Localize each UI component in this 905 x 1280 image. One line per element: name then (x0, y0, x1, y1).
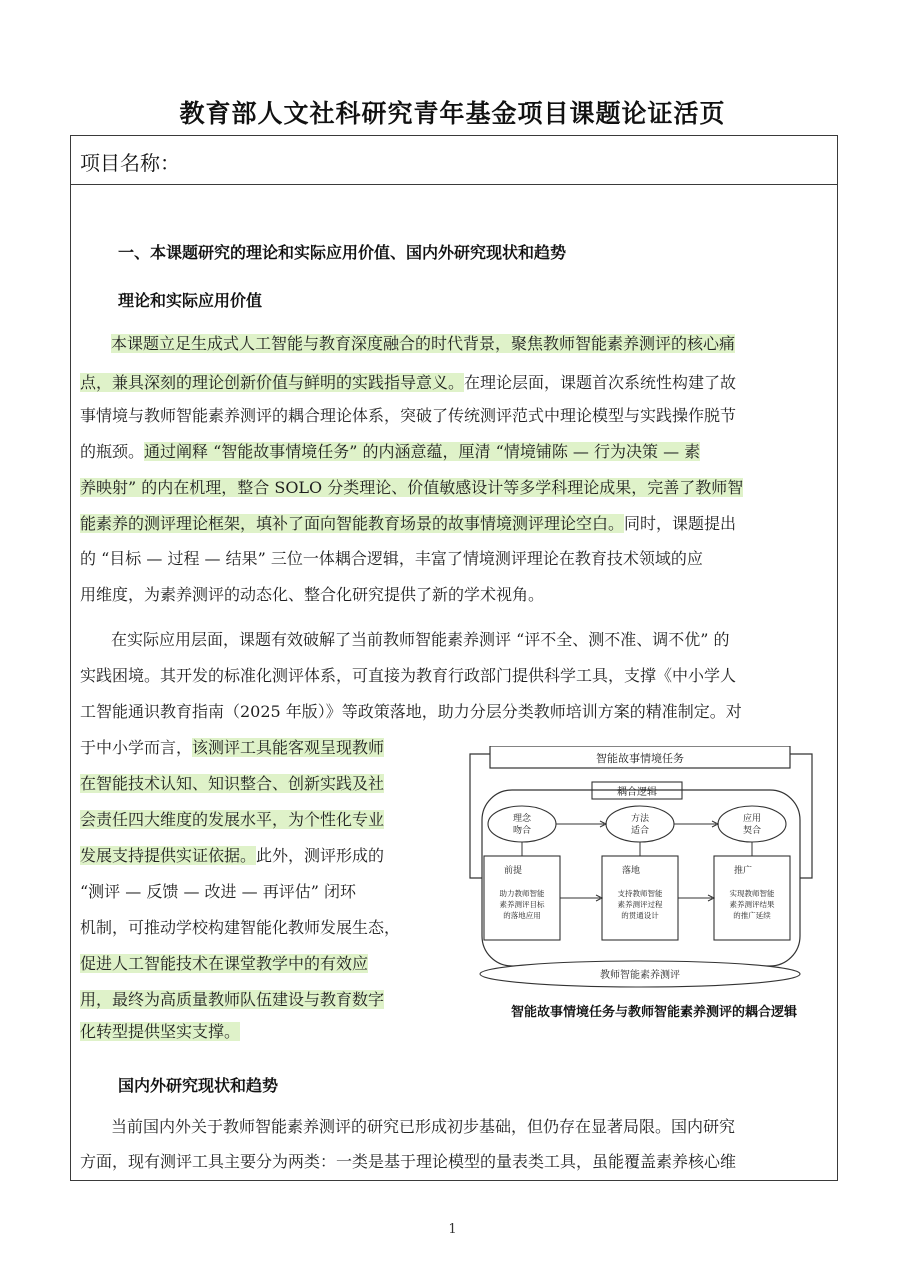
subheading-value: 理论和实际应用价值 (118, 291, 263, 310)
text-line: 的 “目标 — 过程 — 结果” 三位一体耦合逻辑，丰富了情境测评理论在教育技术领域的应 (80, 549, 703, 568)
text-line: 实践困境。其开发的标准化测评体系，可直接为教育行政部门提供科学工具，支撑《中小学人 (80, 666, 737, 685)
text-line: 的瓶颈。通过阐释 “智能故事情境任务” 的内涵意蕴，厘清 “情境铺陈 — 行为决策 — 素 (80, 442, 701, 461)
svg-text:方法: 方法 (630, 814, 650, 824)
box-premise (484, 856, 560, 940)
svg-text:吻合: 吻合 (512, 826, 532, 836)
text-line: 养映射” 的内在机理，整合 SOLO 分类理论、价值敏感设计等多学科理论成果，完善了教师智 (80, 478, 744, 497)
text-line: 能素养的测评理论框架，填补了面向智能教育场景的故事情境测评理论空白。同时，课题提出 (80, 514, 737, 533)
text-line: 会责任四大维度的发展水平，为个性化专业 (80, 810, 385, 829)
svg-text:支持教师智能: 支持教师智能 (617, 889, 663, 898)
svg-text:素养测评目标: 素养测评目标 (499, 900, 545, 909)
top-box (490, 746, 790, 768)
svg-text:落地: 落地 (622, 866, 641, 876)
text-line: 工智能通识教育指南（2025 年版）》等政策落地，助力分层分类教师培训方案的精准制定。对 (80, 702, 742, 721)
svg-text:智能故事情境任务: 智能故事情境任务 (596, 752, 684, 765)
svg-text:适合: 适合 (630, 826, 650, 836)
svg-text:理念: 理念 (512, 814, 532, 824)
box-landing (602, 856, 678, 940)
document-title: 教育部人文社科研究青年基金项目课题论证活页 (179, 99, 726, 128)
text-line: 在智能技术认知、知识整合、创新实践及社 (80, 774, 385, 793)
text-line: 当前国内外关于教师智能素养测评的研究已形成初步基础，但仍存在显著局限。国内研究 (111, 1117, 736, 1136)
text-line: 机制，可推动学校构建智能化教师发展生态， (80, 918, 401, 937)
svg-text:的推广延续: 的推广延续 (733, 911, 771, 920)
box-promotion (714, 856, 790, 940)
svg-text:素养测评过程: 素养测评过程 (617, 900, 663, 909)
diagram-caption: 智能故事情境任务与教师智能素养测评的耦合逻辑 (510, 1005, 797, 1020)
text-line: 于中小学而言，该测评工具能客观呈现教师 (80, 738, 385, 757)
down-arrows (522, 842, 752, 856)
text-line: 促进人工智能技术在课堂教学中的有效应 (80, 954, 369, 973)
svg-text:前提: 前提 (504, 866, 523, 876)
text-line: 用维度，为素养测评的动态化、整合化研究提供了新的学术视角。 (80, 585, 545, 604)
coupling-logic-diagram (460, 746, 820, 1026)
ellipse-concept (488, 806, 556, 842)
svg-text:的贯通设计: 的贯通设计 (621, 911, 659, 920)
ellipse-application (718, 806, 786, 842)
text-line: 方面，现有测评工具主要分为两类：一类是基于理论模型的量表类工具，虽能覆盖素养核心维 (80, 1152, 737, 1171)
text-line: “测评 — 反馈 — 改进 — 再评估” 闭环 (80, 882, 356, 901)
svg-text:推广: 推广 (734, 866, 753, 876)
section-heading: 一、本课题研究的理论和实际应用价值、国内外研究现状和趋势 (118, 243, 567, 262)
text-line: 在实际应用层面，课题有效破解了当前教师智能素养测评 “评不全、测不准、调不优” 的 (111, 630, 730, 649)
text-line: 事情境与教师智能素养测评的耦合理论体系，突破了传统测评范式中理论模型与实践操作脱节 (80, 406, 737, 425)
svg-text:耦合逻辑: 耦合逻辑 (617, 787, 657, 798)
svg-text:实现教师智能: 实现教师智能 (729, 889, 775, 898)
svg-text:应用: 应用 (742, 814, 762, 824)
project-name-row (71, 136, 837, 185)
svg-text:助力教师智能: 助力教师智能 (499, 889, 545, 898)
svg-text:教师智能素养测评: 教师智能素养测评 (600, 970, 680, 981)
text-line: 用，最终为高质量教师队伍建设与教育数字 (80, 990, 385, 1009)
svg-text:的落地应用: 的落地应用 (503, 911, 541, 920)
text-line: 化转型提供坚实支撑。 (80, 1022, 241, 1041)
ellipse-method (606, 806, 674, 842)
text-line: 本课题立足生成式人工智能与教育深度融合的时代背景，聚焦教师智能素养测评的核心痛 (111, 334, 736, 353)
svg-text:契合: 契合 (742, 826, 762, 836)
bottom-ellipse (480, 961, 800, 987)
text-line: 发展支持提供实证依据。此外，测评形成的 (80, 846, 385, 865)
svg-text:素养测评结果: 素养测评结果 (729, 900, 775, 909)
subheading-status: 国内外研究现状和趋势 (118, 1076, 279, 1095)
page-number: 1 (448, 1222, 457, 1237)
text-line: 点，兼具深刻的理论创新价值与鲜明的实践指导意义。在理论层面，课题首次系统性构建了故 (80, 373, 737, 392)
project-name-label: 项目名称： (80, 151, 180, 175)
